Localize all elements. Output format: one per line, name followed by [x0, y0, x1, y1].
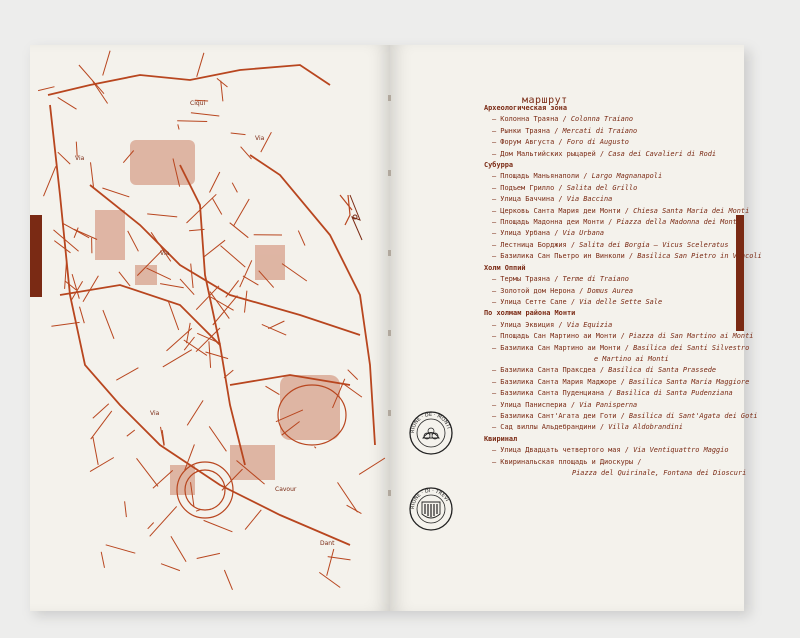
- map-street: [184, 340, 207, 355]
- route-item: [484, 468, 747, 479]
- route-item-italian: Basilica di Santa Prassede: [608, 366, 717, 375]
- route-item-italian: e Martino ai Monti: [594, 354, 669, 363]
- map-street: [241, 147, 252, 159]
- route-item-italian: Via Urbana: [562, 229, 605, 238]
- map-buildings: [95, 140, 340, 495]
- route-item-russian: – Колонна Траяна /: [492, 115, 571, 124]
- map-street: [80, 307, 85, 324]
- route-item: [484, 400, 742, 411]
- map-street: [137, 458, 159, 486]
- map-street: [91, 411, 112, 439]
- route-section-heading: Субурра: [484, 161, 514, 170]
- route-item: [484, 240, 742, 251]
- route-item: [484, 388, 742, 399]
- map-street: [153, 470, 173, 488]
- map-street: [103, 51, 110, 76]
- route-section-heading: Холм Оппий: [484, 263, 526, 272]
- map-street: [91, 162, 94, 187]
- route-item: [484, 274, 742, 285]
- route-item-italian: Basilica Santa Maria Maggiore: [628, 377, 750, 386]
- route-item: [484, 354, 742, 365]
- route-item-italian: Salita dei Borgia – Vicus Sceleratus: [579, 240, 729, 249]
- route-item-russian: – Базилика Санта Пуденциана /: [492, 389, 617, 398]
- route-item-russian: – Золотой дом Нерона /: [492, 286, 588, 295]
- map-street: [169, 302, 179, 330]
- route-item: [484, 286, 742, 297]
- route-item: [484, 217, 742, 228]
- route-item-russian: – Базилика Сан Мартино аи Монти /: [492, 343, 634, 352]
- map-street: [338, 482, 358, 512]
- map-label: Via: [75, 155, 85, 162]
- route-item: [484, 206, 750, 217]
- route-item-italian: Basilica San Pietro in Vincoli: [637, 252, 762, 261]
- route-item-italian: Largo Magnanapoli: [591, 172, 663, 181]
- map-street: [38, 87, 54, 91]
- route-item-russian: – Базилика Сант'Агата деи Готи /: [492, 411, 629, 420]
- route-item-italian: Piazza di San Martino ai Monti: [628, 332, 754, 341]
- map-street: [319, 572, 340, 587]
- map-street: [90, 458, 114, 472]
- map-street: [314, 447, 316, 449]
- route-item: [484, 320, 742, 331]
- rione-monti-seal: [408, 410, 454, 456]
- map-street: [58, 97, 77, 109]
- map-street: [79, 65, 104, 94]
- map-street: [147, 214, 177, 217]
- route-item-italian: Basilica dei Santi Silvestro: [633, 343, 750, 352]
- map-street: [161, 564, 180, 571]
- route-item: [484, 297, 742, 308]
- compass-rose: [350, 195, 362, 240]
- route-item: [484, 411, 758, 422]
- map-street: [268, 321, 284, 329]
- route-item: [484, 194, 742, 205]
- map-street: [93, 404, 109, 418]
- route-item-russian: – Улица Двадцать четвертого мая /: [492, 446, 634, 455]
- map-street: [187, 400, 203, 425]
- route-item-russian: – Термы Траяна /: [492, 275, 563, 284]
- route-section-heading: По холмам района Монти: [484, 309, 576, 318]
- route-item-russian: – Улица Урбана /: [492, 229, 563, 238]
- map-street: [171, 536, 186, 562]
- route-section-heading: Квиринал: [484, 434, 518, 443]
- map-street: [106, 545, 136, 553]
- map-street: [102, 188, 129, 197]
- map-street: [206, 352, 229, 359]
- route-item-italian: Piazza del Quirinale, Fontana dei Dioscuri: [572, 469, 747, 477]
- map-label: Cavour: [275, 486, 297, 493]
- map-street: [209, 341, 211, 368]
- map-street: [72, 274, 79, 299]
- map-label: Via: [160, 250, 170, 257]
- map-street: [345, 385, 362, 398]
- map-street: [359, 458, 385, 474]
- route-item-russian: – Улица Паниспериа /: [492, 400, 580, 409]
- map-street: [58, 152, 70, 164]
- map-street: [282, 264, 307, 281]
- map-street: [204, 520, 233, 531]
- map-street: [93, 437, 98, 465]
- map-street: [191, 113, 219, 116]
- route-item-russian: – Площадь Мадонна деи Монти /: [492, 218, 617, 227]
- route-item-russian: – Лестница Борджия /: [492, 240, 580, 249]
- route-item-italian: Via Equizia: [566, 320, 613, 329]
- map-street: [327, 549, 334, 576]
- rione-trevi-seal: [408, 484, 454, 534]
- route-item-russian: – Церковь Санта Мария деи Монти /: [492, 206, 634, 215]
- route-item-italian: Via Ventiquattro Maggio: [633, 446, 729, 455]
- route-item: [484, 457, 742, 468]
- route-item-italian: Casa dei Cavalieri di Rodi: [608, 149, 717, 158]
- monti-district-map: [30, 45, 390, 611]
- route-item-italian: Salita del Grillo: [566, 183, 638, 192]
- seal-text: RIONE · DI · TREVI: [409, 487, 450, 510]
- route-item-russian: – Дом Мальтийских рыцарей /: [492, 149, 609, 158]
- route-item-russian: – Улица Эквиция /: [492, 320, 567, 329]
- route-item: [484, 114, 742, 125]
- map-street: [44, 166, 56, 196]
- route-item-italian: Mercati di Traiano: [562, 126, 638, 135]
- map-street: [221, 81, 223, 102]
- map-label: Dant: [320, 540, 335, 547]
- route-item-italian: Terme di Traiano: [562, 275, 629, 284]
- seal-text: RIONE · DE · MONTI: [409, 411, 452, 434]
- map-label: Via: [150, 410, 160, 417]
- route-item-italian: Foro di Augusto: [566, 138, 629, 147]
- route-item-russian: – Базилика Санта Праксдеа /: [492, 366, 609, 375]
- route-title: маршрут: [522, 95, 568, 106]
- route-item-russian: – Улица Баччина /: [492, 195, 567, 204]
- route-item: [484, 126, 742, 137]
- map-street: [74, 229, 97, 239]
- route-item-russian: – Площадь Сан Мартино аи Монти /: [492, 332, 629, 341]
- map-street: [231, 133, 246, 135]
- route-item: [484, 343, 750, 354]
- map-street: [234, 199, 250, 226]
- map-street: [160, 284, 184, 288]
- route-item-russian: – Форум Августа /: [492, 138, 567, 147]
- map-label: Via: [255, 135, 265, 142]
- map-street: [298, 231, 305, 246]
- map-main-roads: [48, 65, 375, 545]
- map-street: [209, 426, 226, 451]
- map-street: [266, 386, 280, 394]
- route-item: [484, 171, 742, 182]
- route-item: [484, 331, 754, 342]
- map-street: [150, 506, 177, 536]
- route-item: [484, 445, 742, 456]
- map-street: [101, 552, 104, 568]
- map-street: [217, 78, 228, 87]
- map-street: [127, 430, 135, 436]
- map-street: [197, 553, 220, 558]
- map-street: [125, 501, 127, 517]
- route-section-heading: Археологическая зона: [484, 104, 567, 112]
- map-street: [204, 240, 225, 256]
- route-item-italian: Domus Aurea: [587, 286, 634, 295]
- route-item-italian: Basilica di Santa Pudenziana: [616, 389, 733, 398]
- route-item-italian: Via Panisperna: [579, 400, 638, 409]
- route-item: [484, 251, 762, 262]
- map-street: [178, 124, 179, 129]
- map-street: [148, 523, 154, 529]
- route-item-italian: Villa Aldobrandini: [608, 423, 683, 432]
- route-item: [484, 365, 742, 376]
- route-item-russian: – Сад виллы Альдебрандини /: [492, 423, 609, 432]
- map-street: [221, 246, 246, 268]
- route-item: [484, 422, 742, 433]
- route-item: [484, 149, 742, 160]
- route-item-russian: – Рынки Траяна /: [492, 126, 563, 135]
- map-street: [167, 328, 192, 351]
- map-street: [119, 272, 130, 286]
- route-item-italian: Basilica di Sant'Agata dei Goti: [628, 411, 758, 420]
- map-street-labels: [75, 100, 335, 547]
- route-item: [484, 228, 742, 239]
- route-item-russian: – Подъем Грилло /: [492, 183, 567, 192]
- map-street: [224, 570, 232, 590]
- map-street: [230, 223, 249, 238]
- route-item-russian: – Улица Сетте Сале /: [492, 297, 580, 306]
- map-street: [210, 172, 220, 193]
- map-street: [232, 183, 237, 193]
- map-street: [128, 231, 139, 251]
- route-item: [484, 137, 742, 148]
- left-page-tab: [30, 215, 42, 297]
- route-item-russian: – Базилика Сан Пьетро ин Винколи /: [492, 252, 638, 261]
- route-item: [484, 183, 742, 194]
- route-item-italian: Chiesa Santa Maria dei Monti: [633, 206, 750, 215]
- route-item-italian: Colonna Traiano: [570, 115, 634, 124]
- route-item-russian: – Базилика Санта Мария Маджоре /: [492, 377, 629, 386]
- map-street: [163, 350, 192, 367]
- route-item-russian: – Квиринальская площадь и Диоскуры /: [492, 457, 642, 466]
- map-street: [197, 53, 204, 77]
- map-street: [191, 264, 193, 288]
- route-list: [484, 103, 762, 479]
- map-street: [177, 121, 207, 122]
- map-street: [103, 310, 114, 339]
- map-street: [245, 291, 247, 313]
- route-item-russian: – Площадь Маньянаполи /: [492, 172, 592, 181]
- route-item-italian: Piazza della Madonna dei Monti: [616, 218, 741, 227]
- map-street: [348, 370, 358, 380]
- route-item-italian: Via Baccina: [566, 195, 613, 204]
- route-item: [484, 377, 750, 388]
- map-street: [116, 368, 138, 381]
- map-street: [184, 337, 194, 350]
- route-item-italian: Via delle Sette Sale: [579, 297, 663, 306]
- map-street: [213, 198, 222, 214]
- map-label: Ciqui: [190, 100, 206, 107]
- map-street: [245, 510, 261, 530]
